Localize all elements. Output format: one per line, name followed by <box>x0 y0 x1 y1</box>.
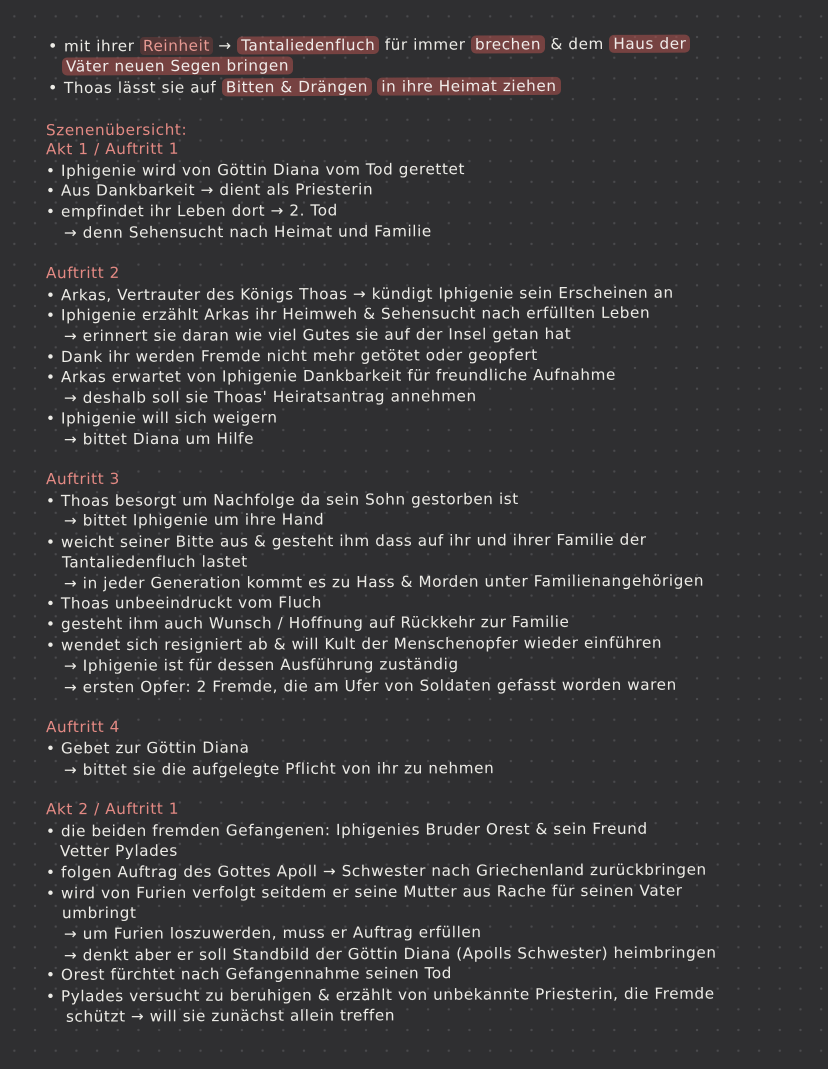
auftritt4-line: • Gebet zur Göttin Diana <box>45 738 250 758</box>
bullet: • <box>47 78 59 98</box>
auftritt3-line: → ersten Opfer: 2 Fremde, die am Ufer von Soldaten gefasst worden waren <box>63 675 677 697</box>
auftritt2-line: • Arkas erwartet von Iphigenie Dankbarkeit für freundliche Aufnahme <box>45 365 616 387</box>
akt1-line: • empfindet ihr Leben dort → 2. Tod <box>45 201 338 221</box>
auftritt3-line: • Thoas unbeeindruckt vom Fluch <box>45 593 322 613</box>
auftritt3-line: • gesteht ihm auch Wunsch / Hoffnung auf Rückkehr zur Familie <box>45 612 570 634</box>
highlight-bitten: Bitten & Drängen <box>222 78 372 97</box>
auftritt4-heading: Auftritt 4 <box>45 717 120 737</box>
auftritt2-heading: Auftritt 2 <box>45 263 120 283</box>
intro-line-1: • mit ihrer Reinheit → Tantaliedenfluch für immer brechen & dem Haus der <box>48 34 691 57</box>
akt1-line: → denn Sehensucht nach Heimat und Familie <box>63 222 432 242</box>
akt2-line: → denkt aber er soll Standbild der Göttin Diana (Apolls Schwester) heimbringen <box>63 943 717 965</box>
akt2-line: • folgen Auftrag des Gottes Apoll → Schwester nach Griechenland zurückbringen <box>45 860 707 882</box>
auftritt2-line: • Arkas, Vertrauter des Königs Thoas → kündigt Iphigenie sein Erscheinen an <box>45 283 674 305</box>
highlight-brechen: brechen <box>471 35 545 53</box>
bullet: • <box>47 36 59 56</box>
auftritt2-line: → bittet Diana um Hilfe <box>63 429 255 449</box>
akt2-line: • Orest fürchtet nach Gefangennahme seinen Tod <box>45 964 453 984</box>
auftritt3-line: → Iphigenie ist für dessen Ausführung zuständig <box>63 655 459 675</box>
auftritt3-line: • Thoas besorgt um Nachfolge da sein Sohn gestorben ist <box>45 489 519 511</box>
auftritt4-line: → bittet sie die aufgelegte Pflicht von ihr zu nehmen <box>63 759 495 779</box>
akt2-line: • die beiden fremden Gefangenen: Iphigenies Bruder Orest & sein Freund <box>45 819 648 841</box>
highlight-tantaliedenfluch: Tantaliedenfluch <box>237 36 379 55</box>
auftritt3-line: • weicht seiner Bitte aus & gesteht ihm dass auf ihr und ihrer Familie der <box>45 530 647 552</box>
akt1-line: • Aus Dankbarkeit → dient als Priesterin <box>45 180 374 200</box>
highlight-heimat: in ihre Heimat ziehen <box>377 77 560 96</box>
highlight-segen: Väter neuen Segen bringen <box>62 56 293 75</box>
intro-line-2 <box>62 55 293 76</box>
akt2-line: → um Furien loszuwerden, muss er Auftrag erfüllen <box>63 923 482 943</box>
auftritt2-line: → erinnert sie daran wie viel Gutes sie auf der Insel getan hat <box>63 324 572 346</box>
akt1-line: • Iphigenie wird von Göttin Diana vom Tod gerettet <box>45 160 466 180</box>
highlight-reinheit: Reinheit <box>140 37 213 55</box>
overview-title: Szenenübersicht: <box>45 120 188 140</box>
auftritt3-line: Tantaliedenfluch lastet <box>61 552 248 572</box>
akt1-heading: Akt 1 / Auftritt 1 <box>45 139 180 159</box>
auftritt3-line: → in jeder Generation kommt es zu Hass & Morden unter Familienangehörigen <box>63 571 705 593</box>
auftritt2-line: • Iphigenie erzählt Arkas ihr Heimweh & Sehensucht nach erfüllten Leben <box>45 303 651 325</box>
auftritt2-line: • Iphigenie will sich weigern <box>45 408 278 428</box>
akt2-line: • wird von Furien verfolgt seitdem er seine Mutter aus Rache für seinen Vater <box>45 881 683 903</box>
akt2-line: schützt → will sie zunächst allein treffen <box>65 1006 396 1026</box>
auftritt3-line: • wendet sich resigniert ab & will Kult der Menschenopfer wieder einführen <box>45 633 663 655</box>
auftritt2-line: → deshalb soll sie Thoas' Heiratsantrag annehmen <box>63 387 477 407</box>
akt2-line: umbringt <box>61 903 137 923</box>
auftritt3-line: → bittet Iphigenie um ihre Hand <box>63 510 325 530</box>
auftritt3-heading: Auftritt 3 <box>45 469 120 489</box>
intro-line-3: • Thoas lässt sie auf Bitten & Drängen in ihre Heimat ziehen <box>48 76 561 98</box>
auftritt2-line: • Dank ihr werden Fremde nicht mehr getötet oder geopfert <box>45 345 538 367</box>
akt2-line: Vetter Pylades <box>59 841 178 861</box>
akt2-line: • Pylades versucht zu beruhigen & erzählt von unbekannte Priesterin, die Fremde <box>45 984 715 1006</box>
highlight-haus-der: Haus der <box>609 35 690 53</box>
akt2-heading: Akt 2 / Auftritt 1 <box>45 799 180 819</box>
